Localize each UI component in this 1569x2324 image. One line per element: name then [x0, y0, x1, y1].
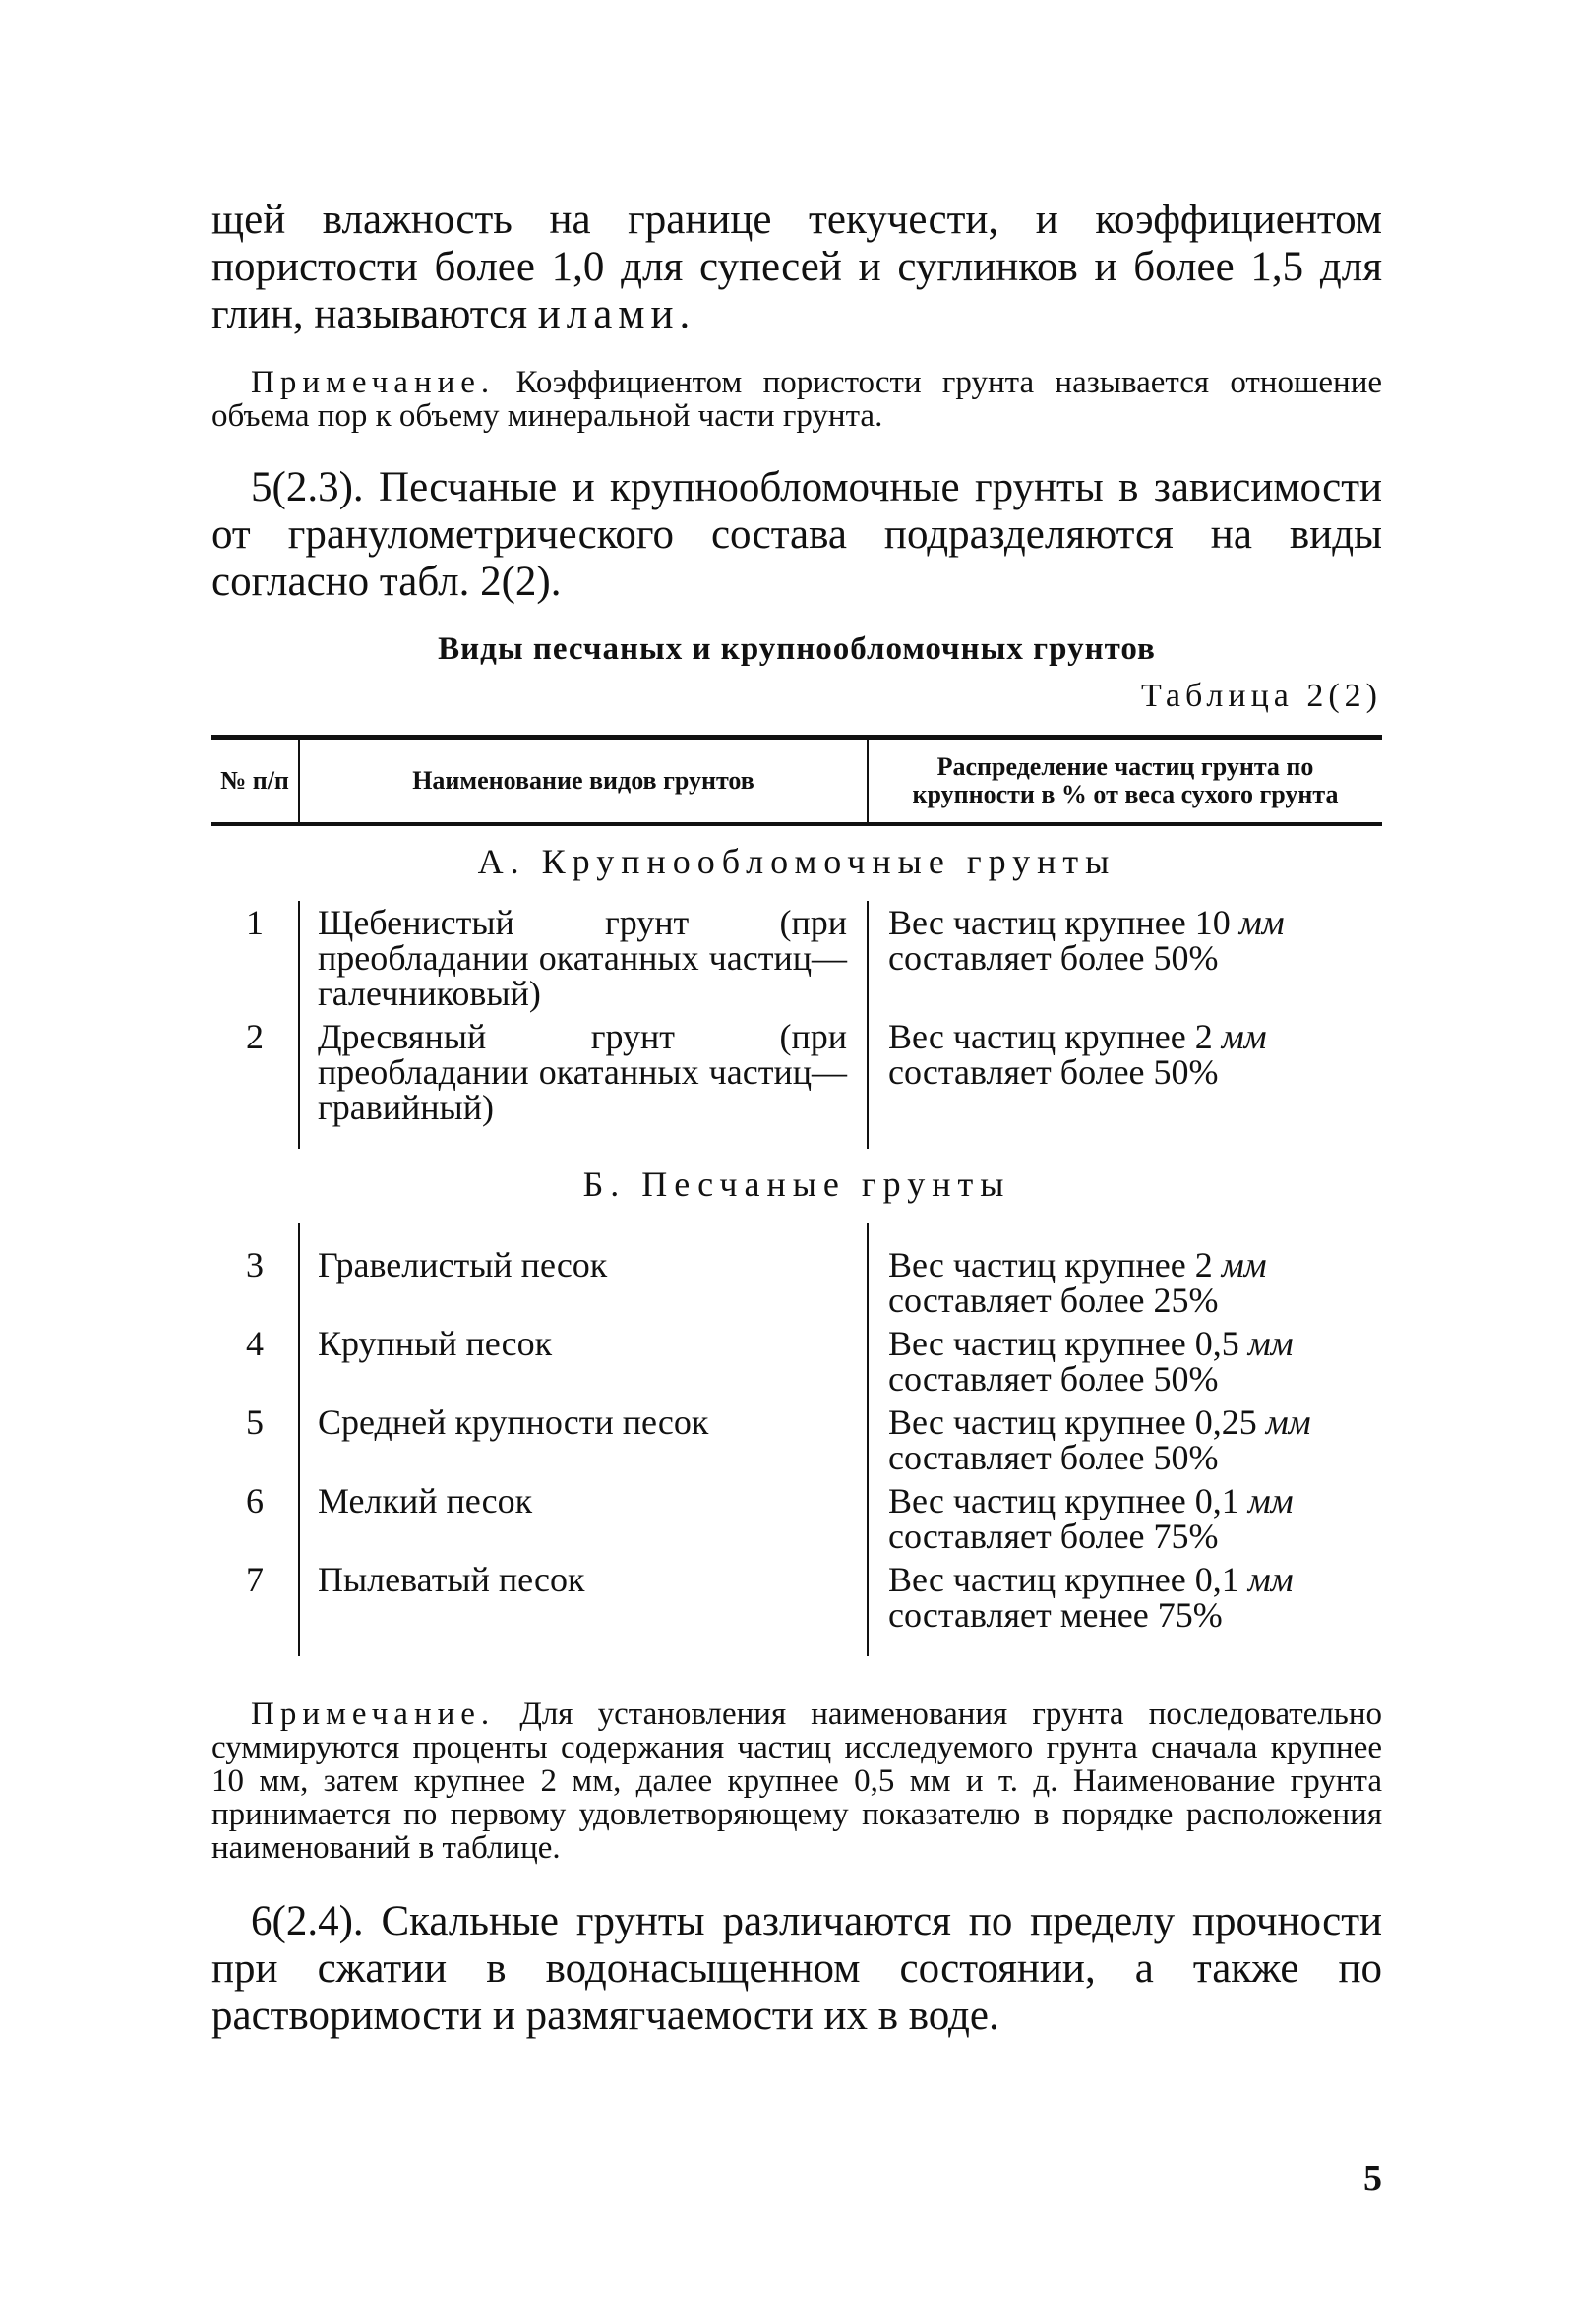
- section-a-row: [211, 824, 1382, 901]
- particle-distribution: [868, 1322, 1382, 1400]
- distribution-line-1: Вес частиц крупнее 0,25: [888, 1402, 1257, 1442]
- section-a-title: А. Крупнообломочные грунты: [477, 842, 1116, 881]
- term-ilami: илами.: [537, 291, 696, 337]
- distribution-line-2: составляет более 50%: [888, 1052, 1219, 1092]
- header-distribution: Распределение частиц грунта по крупности в % от веса сухого грунта: [868, 738, 1382, 825]
- table-row: [211, 1558, 1382, 1637]
- table-row: [211, 1400, 1382, 1479]
- spacer-row: [211, 1637, 1382, 1656]
- unit-label: мм: [1265, 1402, 1311, 1442]
- particle-distribution: [868, 1479, 1382, 1558]
- section-b-row: [211, 1149, 1382, 1223]
- table-row: [211, 1322, 1382, 1400]
- soil-type-name: Средней крупности песок: [299, 1400, 868, 1479]
- unit-label: мм: [1247, 1324, 1294, 1363]
- table-number: Таблица 2(2): [1140, 678, 1382, 714]
- spacer-row: [211, 1223, 1382, 1243]
- row-number: 2: [211, 1015, 299, 1129]
- paragraph-2: 5(2.3). Песчаные и крупнообломочные грунты в зависимости от гранулометрического состава подразделяются на виды согласно табл. 2(2).: [211, 464, 1382, 605]
- unit-label: мм: [1221, 1245, 1267, 1284]
- spacer-row: [211, 1129, 1382, 1149]
- page-content: [211, 197, 1382, 2040]
- distribution-line-1: Вес частиц крупнее 2: [888, 1245, 1213, 1284]
- particle-distribution: [868, 901, 1382, 1015]
- note-2: [211, 1698, 1382, 1865]
- distribution-line-1: Вес частиц крупнее 0,1: [888, 1481, 1239, 1520]
- distribution-line-2: составляет более 50%: [888, 1359, 1219, 1399]
- unit-label: мм: [1247, 1560, 1294, 1599]
- distribution-line-1: Вес частиц крупнее 2: [888, 1017, 1213, 1056]
- distribution-line-2: составляет менее 75%: [888, 1595, 1223, 1635]
- particle-distribution: [868, 1558, 1382, 1637]
- section-b-title: Б. Песчаные грунты: [582, 1164, 1011, 1204]
- distribution-line-1: Вес частиц крупнее 0,1: [888, 1560, 1239, 1599]
- row-number: 3: [211, 1243, 299, 1322]
- particle-distribution: [868, 1400, 1382, 1479]
- page-number: 5: [1363, 2158, 1382, 2199]
- note-1: [211, 366, 1382, 433]
- particle-distribution: [868, 1015, 1382, 1129]
- note-2-text: Для установления наименования грунта последовательно суммируются проценты содержания частиц исследуемого грунта сначала крупнее 10 мм, затем крупнее 2 мм, далее крупнее 0,5 мм и т. д. Наименование грунта принимается по первому удовлетворяющему показателю в порядке расположения наименований в таблице.: [211, 1697, 1382, 1866]
- soil-type-name: Дресвяный грунт (при преобладании окатанных частиц—гравийный): [299, 1015, 868, 1129]
- paragraph-1: [211, 197, 1382, 338]
- unit-label: мм: [1221, 1017, 1267, 1056]
- header-num: № п/п: [211, 738, 299, 825]
- soil-type-name: Щебенистый грунт (при преобладании окатанных частиц—галечниковый): [299, 901, 868, 1015]
- paragraph-1-text: щей влажность на границе текучести, и коэффициентом пористости более 1,0 для супесей и суглинков и более 1,5 для глин, называются: [211, 197, 1382, 337]
- soil-type-name: Пылеватый песок: [299, 1558, 868, 1637]
- row-number: 6: [211, 1479, 299, 1558]
- paragraph-3: 6(2.4). Скальные грунты различаются по пределу прочности при сжатии в водонасыщенном состоянии, а также по растворимости и размягчаемости их в воде.: [211, 1898, 1382, 2039]
- header-name: Наименование видов грунтов: [299, 738, 868, 825]
- soil-types-table: [211, 735, 1382, 1656]
- distribution-line-1: Вес частиц крупнее 10: [888, 903, 1231, 942]
- unit-label: мм: [1238, 903, 1285, 942]
- distribution-line-2: составляет более 50%: [888, 938, 1219, 978]
- table-header-row: [211, 738, 1382, 825]
- row-number: 7: [211, 1558, 299, 1637]
- row-number: 1: [211, 901, 299, 1015]
- table-row: [211, 1015, 1382, 1129]
- distribution-line-2: составляет более 50%: [888, 1438, 1219, 1477]
- table-row: [211, 1243, 1382, 1322]
- soil-type-name: Гравелистый песок: [299, 1243, 868, 1322]
- distribution-line-2: составляет более 25%: [888, 1281, 1219, 1320]
- table-row: [211, 1479, 1382, 1558]
- note-1-label: Примечание.: [251, 365, 496, 400]
- soil-type-name: Мелкий песок: [299, 1479, 868, 1558]
- note-2-label: Примечание.: [251, 1697, 496, 1732]
- row-number: 4: [211, 1322, 299, 1400]
- table-row: [211, 901, 1382, 1015]
- note-1-text: Коэффициентом пористости грунта называется отношение объема пор к объему минеральной части грунта.: [211, 365, 1382, 434]
- particle-distribution: [868, 1243, 1382, 1322]
- distribution-line-2: составляет более 75%: [888, 1517, 1219, 1556]
- row-number: 5: [211, 1400, 299, 1479]
- table-title: Виды песчаных и крупнообломочных грунтов: [438, 631, 1156, 667]
- unit-label: мм: [1247, 1481, 1294, 1520]
- distribution-line-1: Вес частиц крупнее 0,5: [888, 1324, 1239, 1363]
- soil-type-name: Крупный песок: [299, 1322, 868, 1400]
